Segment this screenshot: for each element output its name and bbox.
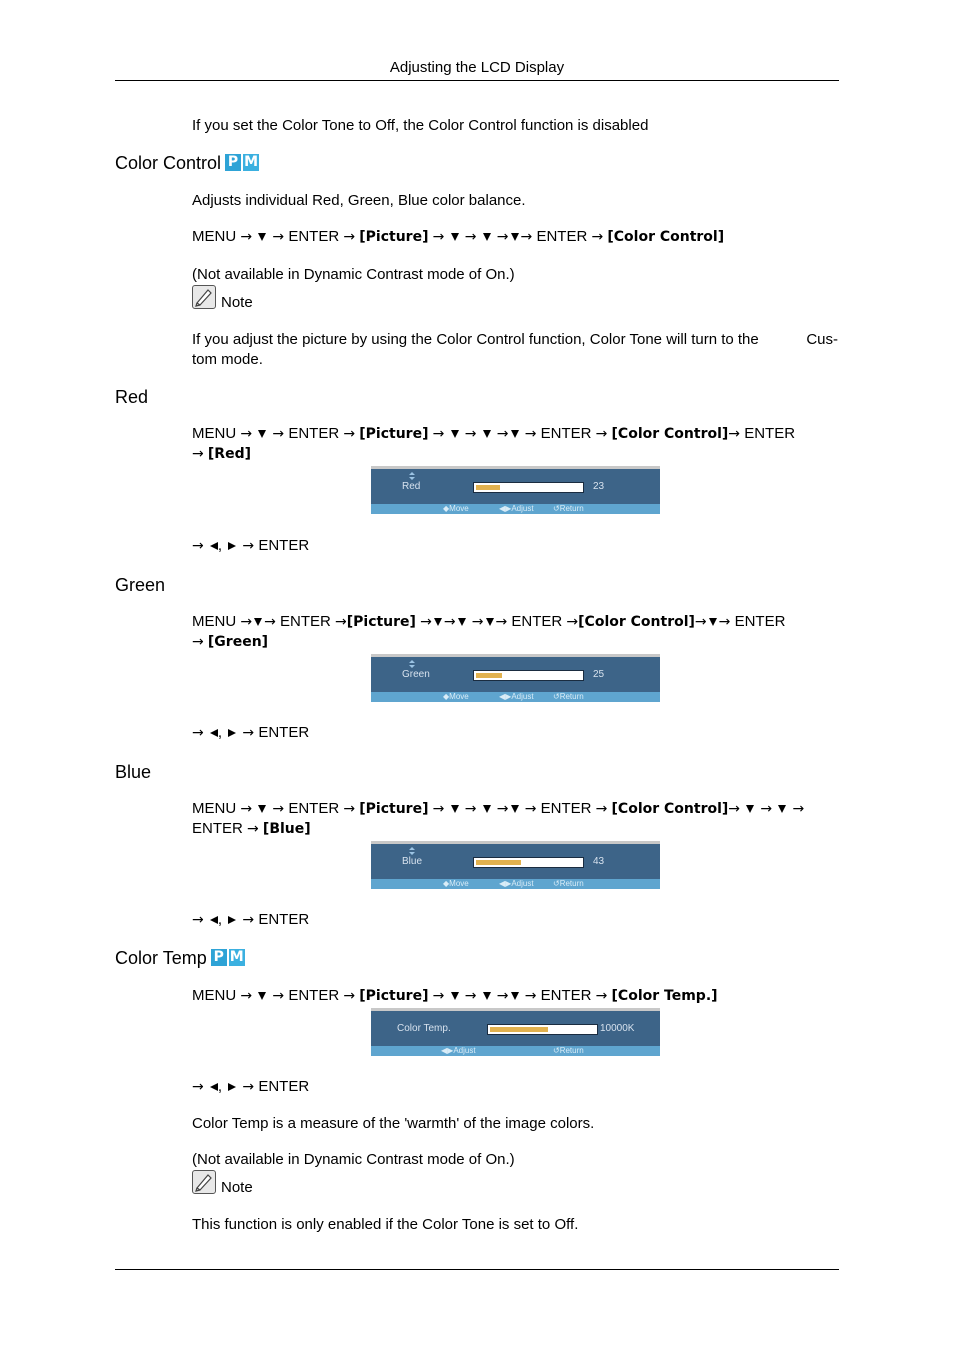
red-osd: Red 23 ◆ Move ◀▶ Adjust ↺ Return [371, 466, 660, 514]
green-heading: Green [115, 575, 166, 595]
color-temp-desc: Color Temp is a measure of the 'warmth' of the image colors. [192, 1115, 595, 1132]
blue-heading: Blue [115, 762, 152, 782]
red-adjust-path: → , → ENTER [192, 537, 310, 554]
green-adjust-path: → , → ENTER [192, 724, 310, 741]
note-icon [192, 285, 216, 309]
blue-path-target: ENTER → [Blue] [192, 820, 311, 837]
blue-path: MENU → → ENTER → [Picture] → → → → ENTER → [Color Control]→ → → [192, 800, 805, 817]
red-path: MENU → → ENTER → [Picture] → → → → ENTER → [Color Control]→ ENTER [192, 425, 796, 442]
color-temp-note-text: This function is only enabled if the Color Tone is set to Off. [192, 1216, 579, 1233]
color-control-heading: Color Control P M [115, 153, 259, 173]
pm-mode-icon: P M [211, 949, 245, 966]
header-rule [115, 80, 839, 81]
blue-adjust-path: → , → ENTER [192, 911, 310, 928]
red-path-target: → [Red] [192, 446, 251, 462]
green-path: MENU → → ENTER →[Picture] → → → → ENTER →[Color Control]→ → ENTER [192, 613, 786, 630]
color-control-note-text: If you adjust the picture by using the Color Control function, Color Tone will turn to the Cus- tom mode. [192, 331, 838, 368]
down-arrow-icon [511, 233, 519, 241]
color-temp-adjust-path: → , → ENTER [192, 1078, 310, 1095]
color-control-desc: Adjusts individual Red, Green, Blue color balance. [192, 192, 526, 209]
page-header-title: Adjusting the LCD Display [389, 59, 565, 76]
down-arrow-icon [258, 233, 266, 241]
red-heading: Red [115, 387, 149, 407]
blue-osd: Blue 43 ◆ Move ◀▶ Adjust ↺ Return [371, 841, 660, 889]
footer-rule [115, 1269, 839, 1270]
color-temp-osd: Color Temp. 10000K ◀▶ Adjust ↺ Return [371, 1008, 660, 1056]
color-temp-path: MENU → → ENTER → [Picture] → → → → ENTER → [Color Temp.] [192, 987, 718, 1004]
color-temp-level-bar [487, 1024, 598, 1035]
color-control-path: MENU → → ENTER → [Picture] → → → → ENTER → [Color Control] [192, 228, 725, 245]
down-arrow-icon [483, 233, 491, 241]
green-level-bar [473, 670, 584, 681]
color-control-availability: (Not available in Dynamic Contrast mode of On.) [192, 266, 515, 283]
intro-text: If you set the Color Tone to Off, the Color Control function is disabled [192, 117, 649, 134]
note-label: Note [221, 1179, 253, 1196]
green-osd: Green 25 ◆ Move ◀▶ Adjust ↺ Return [371, 654, 660, 702]
color-temp-availability: (Not available in Dynamic Contrast mode of On.) [192, 1151, 515, 1168]
color-temp-heading: Color Temp P M [115, 948, 244, 968]
pm-mode-icon: P M [225, 154, 259, 171]
down-arrow-icon [451, 233, 459, 241]
red-level-bar [473, 482, 584, 493]
note-label: Note [221, 294, 253, 311]
note-icon [192, 1170, 216, 1194]
green-path-target: → [Green] [192, 634, 269, 650]
blue-level-bar [473, 857, 584, 868]
